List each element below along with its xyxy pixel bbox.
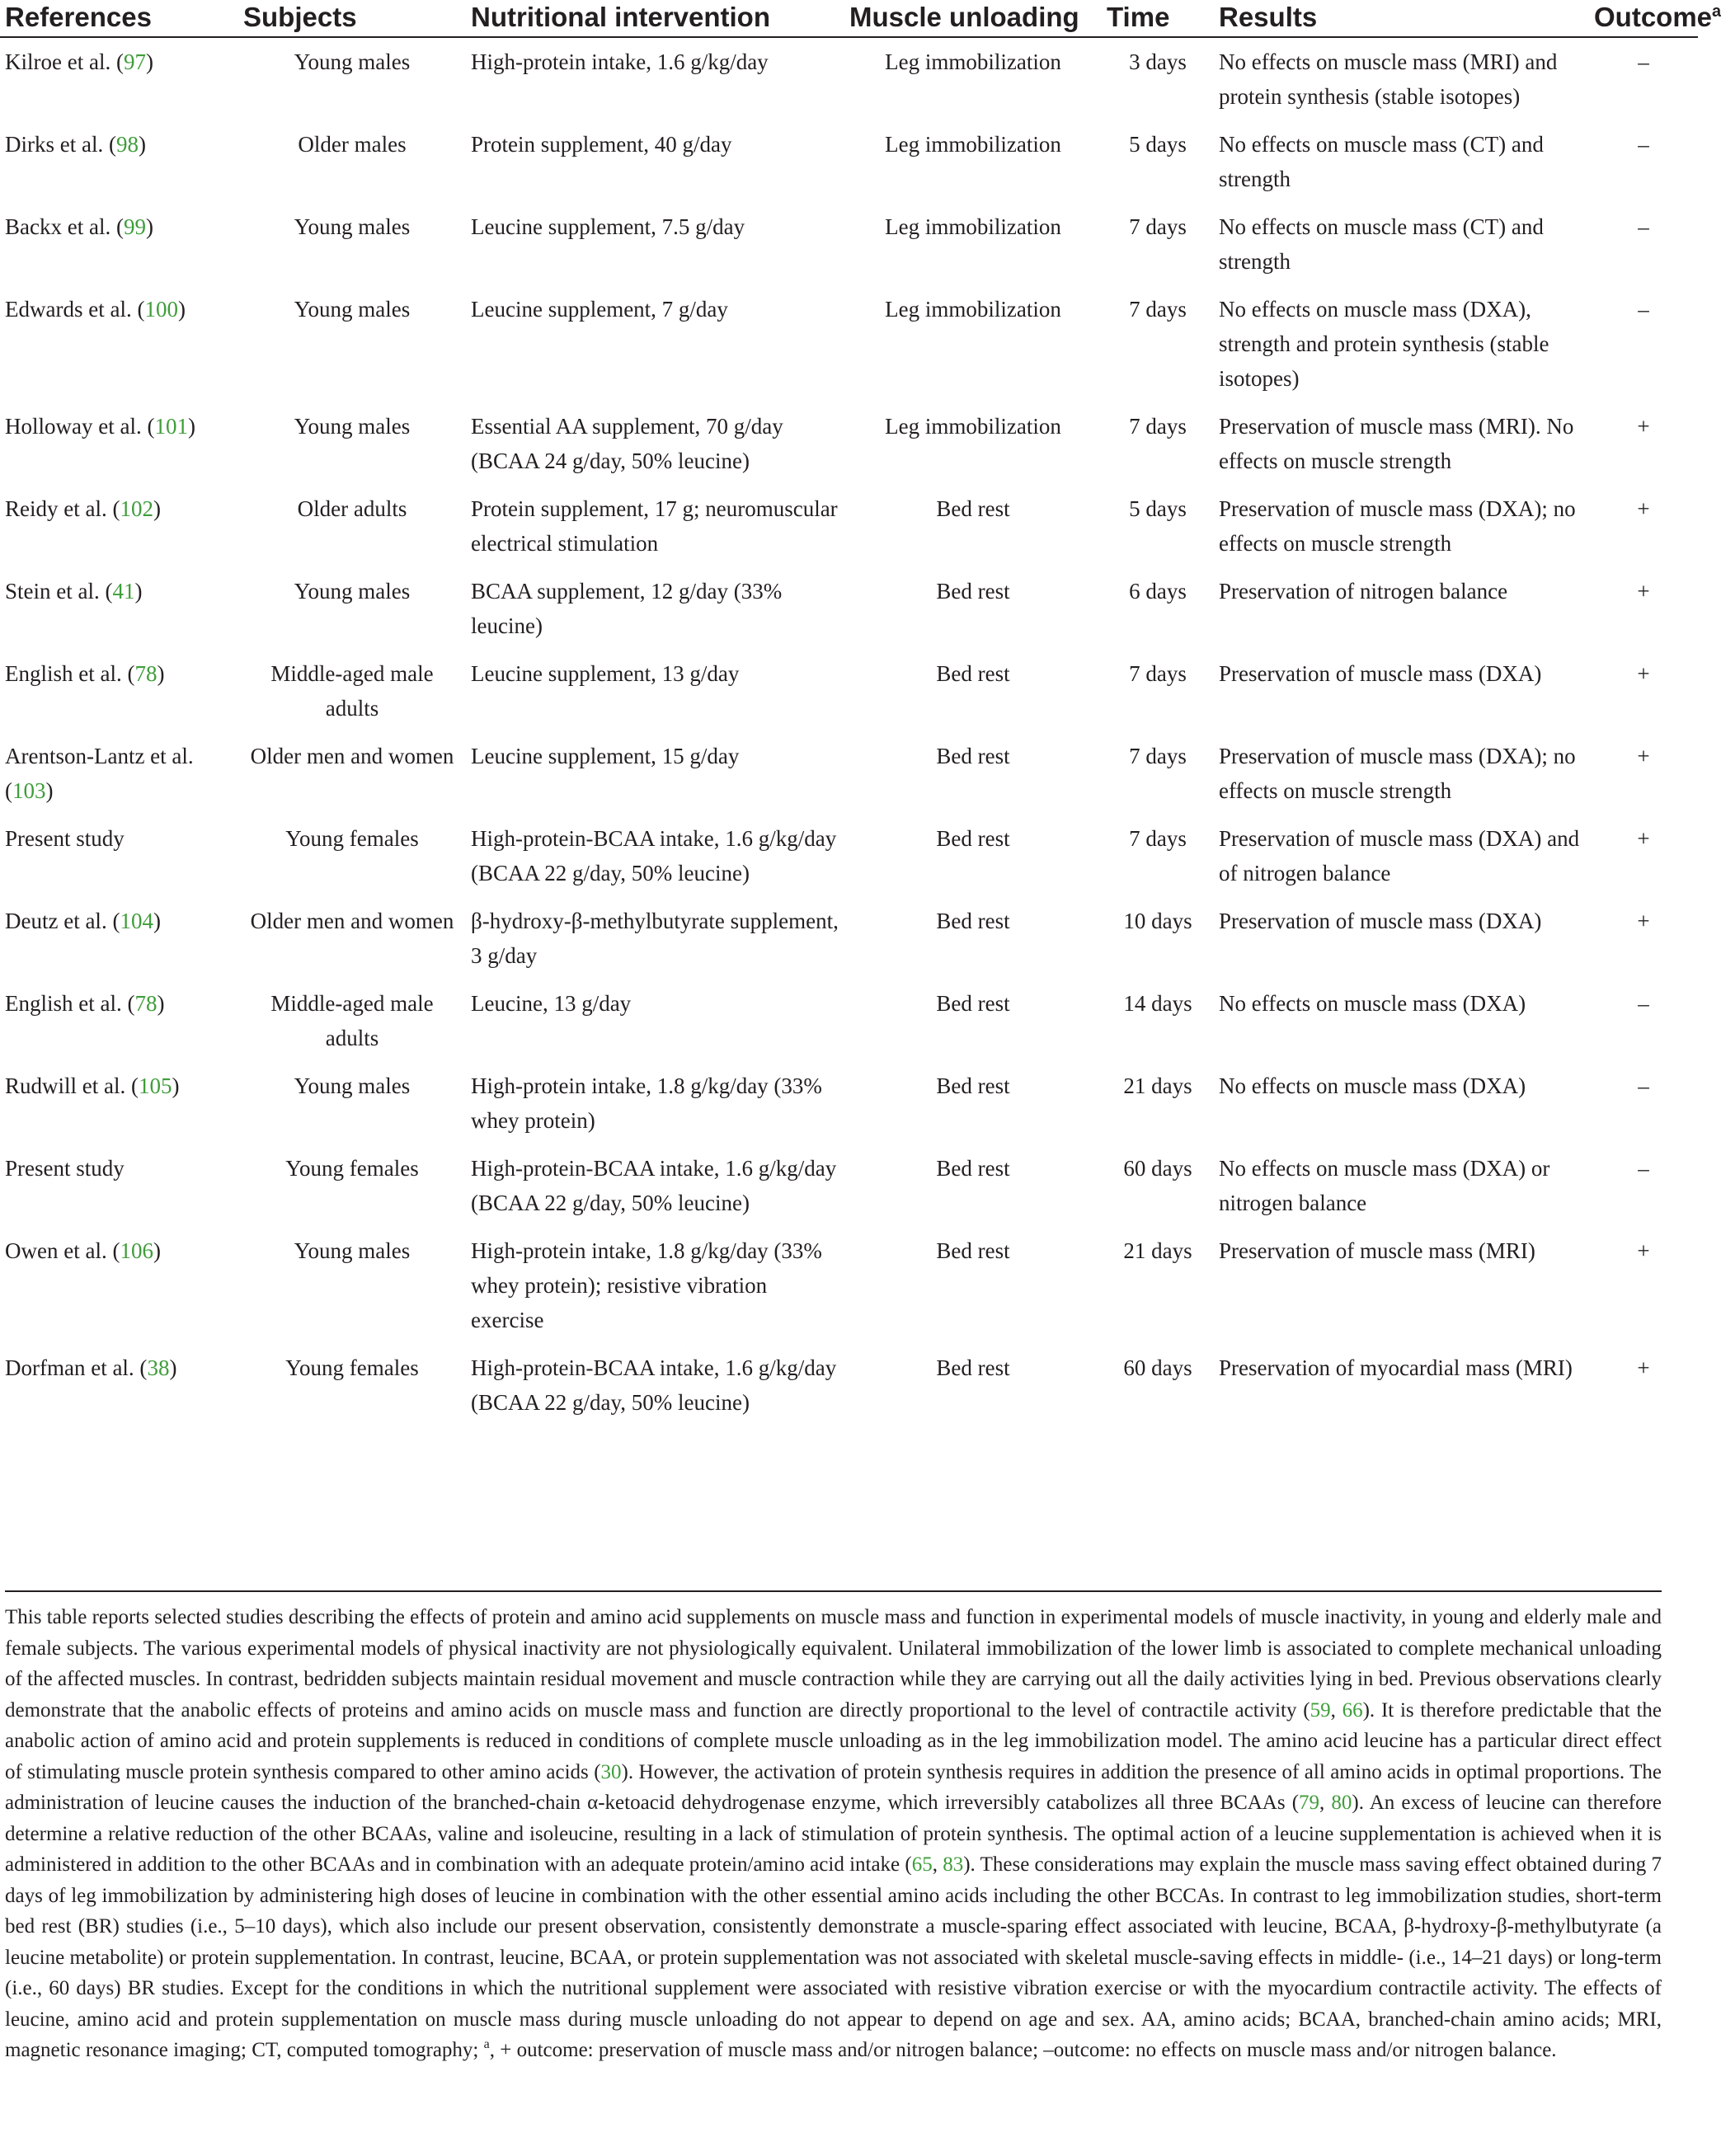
header-references: References <box>0 0 238 37</box>
cell-nutritional-intervention: High-protein-BCAA intake, 1.6 g/kg/day (BCAA 22 g/day, 50% leucine) <box>471 826 837 885</box>
reference-author: Arentson-Lantz et al. ( <box>5 744 194 803</box>
cell-muscle-unloading: Leg immobilization <box>885 132 1061 157</box>
cell-results: Preservation of nitrogen balance <box>1219 579 1508 604</box>
cell-muscle-unloading: Bed rest <box>936 826 1010 851</box>
cell-nutritional-intervention: High-protein intake, 1.6 g/kg/day <box>471 49 769 74</box>
reference-close-paren: ) <box>134 579 143 604</box>
cell-nutritional-intervention: High-protein intake, 1.8 g/kg/day (33% whey protein) <box>471 1073 822 1133</box>
cell-results: Preservation of muscle mass (DXA); no effects on muscle strength <box>1219 496 1576 556</box>
citation-link[interactable]: 83 <box>943 1853 964 1876</box>
reference-author: Backx et al. ( <box>5 214 124 239</box>
footnote-mark: a <box>483 2037 490 2051</box>
cell-time: 10 days <box>1123 909 1192 933</box>
reference-close-paren: ) <box>157 661 165 686</box>
cell-subjects: Older adults <box>297 496 407 521</box>
cell-reference <box>0 1227 238 1344</box>
table-row <box>0 485 1698 567</box>
cell-subjects: Young males <box>294 579 411 604</box>
cell-outcome: + <box>1637 414 1650 439</box>
table-row <box>0 1144 1698 1227</box>
cell-muscle-unloading: Bed rest <box>936 1156 1010 1181</box>
table-row <box>0 37 1698 120</box>
cell-reference <box>0 650 238 732</box>
table-row <box>0 815 1698 897</box>
cell-muscle-unloading: Leg immobilization <box>885 414 1061 439</box>
cell-time: 7 days <box>1129 297 1187 322</box>
header-outcome-label: Outcome <box>1594 2 1713 32</box>
cell-muscle-unloading: Bed rest <box>936 909 1010 933</box>
table-row <box>0 1344 1698 1426</box>
table-footnote <box>5 1590 1662 2066</box>
table-row <box>0 203 1698 285</box>
reference-author: Present study <box>5 1156 125 1181</box>
cell-subjects: Young males <box>294 49 411 74</box>
footnote-text-4: ). An excess of leucine can therefore determine a relative reduction of the other BCAAs, valine and isoleucine, resulting in a lack of stimulation of protein synthesis. The optimal action of a leucine supplementation is achieved when it is administered in addition to the other BCAAs and in combination with an adequate protein/amino acid intake ( <box>5 1792 1662 1876</box>
citation-link[interactable]: 100 <box>144 297 178 322</box>
cell-muscle-unloading: Bed rest <box>936 496 1010 521</box>
cell-muscle-unloading: Bed rest <box>936 991 1010 1016</box>
citation-link[interactable]: 101 <box>154 414 188 439</box>
cell-outcome: – <box>1638 1156 1649 1181</box>
cell-nutritional-intervention: β-hydroxy-β-methylbutyrate supplement, 3 g/day <box>471 909 839 968</box>
cell-subjects: Young females <box>285 1355 419 1380</box>
cell-reference <box>0 567 238 650</box>
cell-reference <box>0 485 238 567</box>
cell-muscle-unloading: Leg immobilization <box>885 297 1061 322</box>
cell-nutritional-intervention: Leucine supplement, 7.5 g/day <box>471 214 745 239</box>
cell-time: 7 days <box>1129 414 1187 439</box>
table-row <box>0 650 1698 732</box>
reference-author: Dirks et al. ( <box>5 132 116 157</box>
header-outcome-footnote-mark: a <box>1712 2 1721 21</box>
cell-nutritional-intervention: Leucine, 13 g/day <box>471 991 632 1016</box>
cell-outcome: – <box>1638 132 1649 157</box>
reference-close-paren: ) <box>169 1355 177 1380</box>
cell-reference <box>0 285 238 402</box>
reference-close-paren: ) <box>145 49 153 74</box>
cell-nutritional-intervention: Protein supplement, 17 g; neuromuscular electrical stimulation <box>471 496 838 556</box>
citation-link[interactable]: 79 <box>1299 1792 1320 1814</box>
cell-time: 5 days <box>1129 132 1187 157</box>
citation-link[interactable]: 80 <box>1331 1792 1352 1814</box>
citation-link[interactable]: 99 <box>123 214 146 239</box>
cell-reference <box>0 815 238 897</box>
cell-results: Preservation of muscle mass (DXA); no effects on muscle strength <box>1219 744 1576 803</box>
cell-outcome: – <box>1638 297 1649 322</box>
reference-author: Owen et al. ( <box>5 1238 120 1263</box>
citation-link[interactable]: 65 <box>911 1853 933 1876</box>
reference-close-paren: ) <box>45 778 54 803</box>
cell-results: No effects on muscle mass (MRI) and protein synthesis (stable isotopes) <box>1219 49 1558 109</box>
header-outcome <box>1589 0 1721 37</box>
cell-time: 6 days <box>1129 579 1187 604</box>
cell-reference <box>0 37 238 120</box>
footnote-text-5: ). These considerations may explain the muscle mass saving effect obtained during 7 days of leg immobilization by administering high doses of leucine in combination with the other essential amino acids including the other BCCAs. In contrast to leg immobilization studies, short-term bed rest (BR) studies (i.e., 5–10 days), which also include our present observation, consistently demonstrate a muscle-sparing effect associated with leucine, BCAA, β-hydroxy-β-methylbutyrate (a leucine metabolite) or protein supplementation. In contrast, leucine, BCAA, or protein supplementation was not associated with skeletal muscle-saving effects in middle- (i.e., 14–21 days) or long-term (i.e., 60 days) BR studies. Except for the conditions in which the nutritional supplement were associated with resistive vibration exercise or with the myocardium contractile activity. The effects of leucine, amino acid and protein supplementation on muscle mass during muscle unloading do not appear to depend on age and sex. AA, amino acids; BCAA, branched-chain amino acids; MRI, magnetic resonance imaging; CT, computed tomography; <box>5 1853 1662 2061</box>
cell-time: 7 days <box>1129 744 1187 768</box>
cell-time: 7 days <box>1129 661 1187 686</box>
cell-outcome: + <box>1637 1238 1650 1263</box>
citation-link[interactable]: 98 <box>115 132 139 157</box>
table-row <box>0 120 1698 203</box>
citation-link[interactable]: 78 <box>134 991 158 1016</box>
cell-muscle-unloading: Leg immobilization <box>885 49 1061 74</box>
header-subjects: Subjects <box>238 0 466 37</box>
cell-subjects: Young males <box>294 297 411 322</box>
cell-time: 21 days <box>1123 1238 1192 1263</box>
header-time: Time <box>1102 0 1214 37</box>
reference-author: Stein et al. ( <box>5 579 113 604</box>
cell-results: No effects on muscle mass (DXA) or nitrogen balance <box>1219 1156 1550 1215</box>
cell-time: 21 days <box>1123 1073 1192 1098</box>
cell-nutritional-intervention: High-protein-BCAA intake, 1.6 g/kg/day (BCAA 22 g/day, 50% leucine) <box>471 1156 837 1215</box>
cell-results: Preservation of muscle mass (DXA) <box>1219 909 1542 933</box>
cell-subjects: Middle-aged male adults <box>270 991 434 1050</box>
table-row <box>0 1227 1698 1344</box>
citation-link[interactable]: 106 <box>120 1238 153 1263</box>
table-row <box>0 285 1698 402</box>
cell-reference <box>0 120 238 203</box>
footnote-text-2: ). It is therefore predictable that the anabolic action of amino acid and protein supplements is reduced in conditions of complete muscle unloading as in the leg immobilization model. The amino acid leucine has a particular direct effect of stimulating muscle protein synthesis compared to other amino acids ( <box>5 1698 1662 1783</box>
cell-muscle-unloading: Bed rest <box>936 1355 1010 1380</box>
cell-outcome: – <box>1638 1073 1649 1098</box>
table-row <box>0 567 1698 650</box>
cell-time: 7 days <box>1129 826 1187 851</box>
cell-time: 14 days <box>1123 991 1192 1016</box>
cell-nutritional-intervention: Leucine supplement, 7 g/day <box>471 297 728 322</box>
cell-outcome: + <box>1637 1355 1650 1380</box>
cell-results: Preservation of myocardial mass (MRI) <box>1219 1355 1573 1380</box>
cell-muscle-unloading: Bed rest <box>936 661 1010 686</box>
citation-link[interactable]: 102 <box>120 496 153 521</box>
citation-link[interactable]: 59 <box>1310 1698 1331 1722</box>
reference-author: Edwards et al. ( <box>5 297 145 322</box>
cell-nutritional-intervention: BCAA supplement, 12 g/day (33% leucine) <box>471 579 783 638</box>
cell-subjects: Older males <box>298 132 407 157</box>
reference-author: Reidy et al. ( <box>5 496 120 521</box>
cell-muscle-unloading: Bed rest <box>936 1238 1010 1263</box>
footnote-separator: , <box>1319 1792 1332 1814</box>
cell-subjects: Young females <box>285 1156 419 1181</box>
cell-nutritional-intervention: High-protein intake, 1.8 g/kg/day (33% whey protein); resistive vibration exercise <box>471 1238 822 1332</box>
citation-link[interactable]: 78 <box>134 661 158 686</box>
cell-time: 7 days <box>1129 214 1187 239</box>
cell-subjects: Young males <box>294 414 411 439</box>
cell-results: No effects on muscle mass (DXA), strength and protein synthesis (stable isotopes) <box>1219 297 1549 391</box>
citation-link[interactable]: 105 <box>138 1073 172 1098</box>
citation-link[interactable]: 66 <box>1342 1698 1363 1722</box>
reference-close-paren: ) <box>153 496 161 521</box>
reference-close-paren: ) <box>172 1073 180 1098</box>
table-row <box>0 732 1698 815</box>
cell-muscle-unloading: Bed rest <box>936 579 1010 604</box>
reference-author: English et al. ( <box>5 991 135 1016</box>
reference-close-paren: ) <box>177 297 186 322</box>
citation-link[interactable]: 38 <box>147 1355 170 1380</box>
cell-results: No effects on muscle mass (CT) and strength <box>1219 132 1544 191</box>
cell-subjects: Young males <box>294 1073 411 1098</box>
reference-author: English et al. ( <box>5 661 135 686</box>
citation-link[interactable]: 97 <box>123 49 146 74</box>
cell-reference <box>0 732 238 815</box>
cell-outcome: + <box>1637 826 1650 851</box>
header-muscle-unloading: Muscle unloading <box>844 0 1102 37</box>
cell-reference <box>0 897 238 979</box>
cell-time: 60 days <box>1123 1355 1192 1380</box>
cell-results: No effects on muscle mass (DXA) <box>1219 1073 1526 1098</box>
cell-outcome: – <box>1638 214 1649 239</box>
cell-subjects: Older men and women <box>250 909 454 933</box>
reference-close-paren: ) <box>138 132 146 157</box>
cell-outcome: + <box>1637 744 1650 768</box>
cell-subjects: Older men and women <box>250 744 454 768</box>
cell-subjects: Young males <box>294 1238 411 1263</box>
cell-results: Preservation of muscle mass (DXA) <box>1219 661 1542 686</box>
cell-outcome: + <box>1637 579 1650 604</box>
cell-results: No effects on muscle mass (CT) and strength <box>1219 214 1544 274</box>
cell-reference <box>0 1344 238 1426</box>
cell-subjects: Middle-aged male adults <box>270 661 434 721</box>
cell-muscle-unloading: Leg immobilization <box>885 214 1061 239</box>
header-results: Results <box>1214 0 1589 37</box>
citation-link[interactable]: 30 <box>600 1760 622 1783</box>
reference-close-paren: ) <box>157 991 165 1016</box>
cell-subjects: Young males <box>294 214 411 239</box>
table-row <box>0 402 1698 485</box>
reference-close-paren: ) <box>153 909 161 933</box>
reference-close-paren: ) <box>153 1238 161 1263</box>
cell-nutritional-intervention: High-protein-BCAA intake, 1.6 g/kg/day (BCAA 22 g/day, 50% leucine) <box>471 1355 837 1415</box>
cell-results: Preservation of muscle mass (MRI). No effects on muscle strength <box>1219 414 1574 473</box>
cell-reference <box>0 1144 238 1227</box>
reference-author: Present study <box>5 826 125 851</box>
table-row <box>0 897 1698 979</box>
cell-subjects: Young females <box>285 826 419 851</box>
cell-reference <box>0 402 238 485</box>
cell-outcome: – <box>1638 991 1649 1016</box>
reference-author: Kilroe et al. ( <box>5 49 124 74</box>
table-row <box>0 1062 1698 1144</box>
cell-muscle-unloading: Bed rest <box>936 1073 1010 1098</box>
header-nutritional-intervention: Nutritional intervention <box>466 0 844 37</box>
cell-nutritional-intervention: Protein supplement, 40 g/day <box>471 132 732 157</box>
cell-outcome: + <box>1637 496 1650 521</box>
reference-close-paren: ) <box>145 214 153 239</box>
reference-author: Deutz et al. ( <box>5 909 120 933</box>
cell-results: Preservation of muscle mass (DXA) and of nitrogen balance <box>1219 826 1580 885</box>
table-header-row <box>0 0 1698 37</box>
table-row <box>0 979 1698 1062</box>
cell-nutritional-intervention: Essential AA supplement, 70 g/day (BCAA 24 g/day, 50% leucine) <box>471 414 783 473</box>
cell-results: No effects on muscle mass (DXA) <box>1219 991 1526 1016</box>
citation-link[interactable]: 104 <box>120 909 153 933</box>
cell-nutritional-intervention: Leucine supplement, 15 g/day <box>471 744 740 768</box>
cell-outcome: + <box>1637 661 1650 686</box>
cell-reference <box>0 203 238 285</box>
citation-link[interactable]: 103 <box>12 778 46 803</box>
reference-close-paren: ) <box>187 414 195 439</box>
cell-time: 3 days <box>1129 49 1187 74</box>
cell-outcome: + <box>1637 909 1650 933</box>
cell-reference <box>0 979 238 1062</box>
footnote-text-6: , + outcome: preservation of muscle mass and/or nitrogen balance; –outcome: no effects on muscle mass and/or nitrogen balance. <box>489 2039 1557 2061</box>
cell-nutritional-intervention: Leucine supplement, 13 g/day <box>471 661 740 686</box>
cell-time: 5 days <box>1129 496 1187 521</box>
cell-outcome: – <box>1638 49 1649 74</box>
cell-results: Preservation of muscle mass (MRI) <box>1219 1238 1535 1263</box>
cell-time: 60 days <box>1123 1156 1192 1181</box>
cell-muscle-unloading: Bed rest <box>936 744 1010 768</box>
footnote-text-3: ). However, the activation of protein synthesis requires in addition the presence of all amino acids in optimal proportions. The administration of leucine causes the induction of the branched-chain α-ketoacid dehydrogenase enzyme, which irreversibly catabolizes all three BCAAs ( <box>5 1760 1662 1814</box>
footnote-text-1: This table reports selected studies describing the effects of protein and amino acid supplements on muscle mass and function in experimental models of muscle inactivity, in young and elderly male and female subjects. The various experimental models of physical inactivity are not physiologically equivalent. Unilateral immobilization of the lower limb is associated to complete mechanical unloading of the affected muscles. In contrast, bedridden subjects maintain residual movement and muscle contraction while they are carrying out all the daily activities lying in bed. Previous observations clearly demonstrate that the anabolic effects of proteins and amino acids on muscle mass and function are directly proportional to the level of contractile activity ( <box>5 1606 1662 1722</box>
reference-author: Dorfman et al. ( <box>5 1355 148 1380</box>
reference-author: Rudwill et al. ( <box>5 1073 139 1098</box>
footnote-separator: , <box>932 1853 943 1876</box>
cell-reference <box>0 1062 238 1144</box>
reference-author: Holloway et al. ( <box>5 414 155 439</box>
citation-link[interactable]: 41 <box>112 579 135 604</box>
footnote-separator: , <box>1330 1698 1342 1722</box>
